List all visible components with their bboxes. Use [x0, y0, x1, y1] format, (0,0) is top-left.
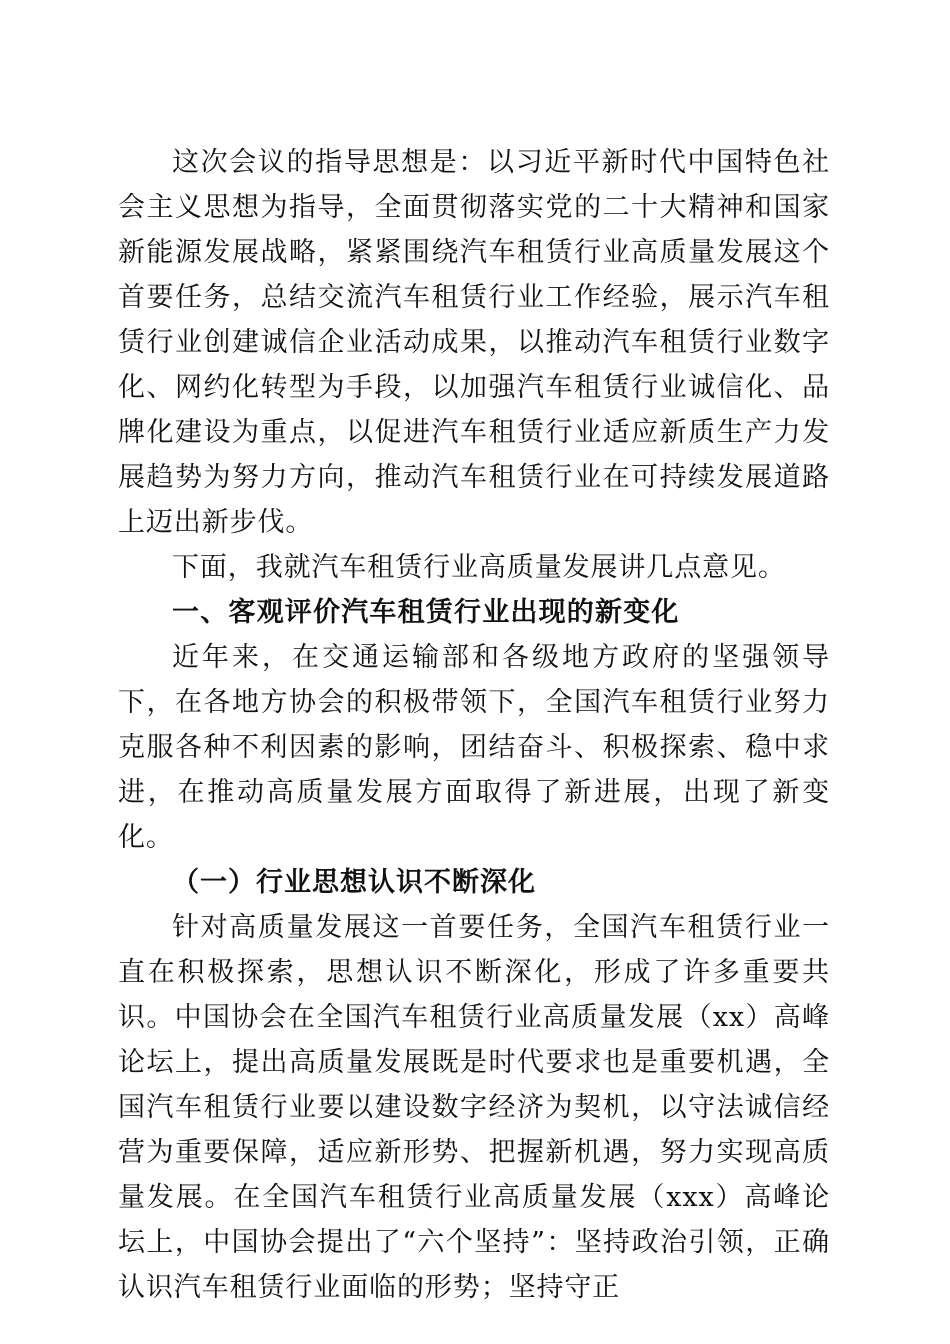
paragraph-industry-thinking: 针对高质量发展这一首要任务，全国汽车租赁行业一直在积极探索，思想认识不断深化，形成了许多重要共识。中国协会在全国汽车租赁行业高质量发展（xx）高峰论坛上，提出高质量发展既是时代要求也是重要机遇，全国汽车租赁行业要以建设数字经济为契机，以守法诚信经营为重要保障，适应新形势、把握新机遇，努力实现高质量发展。在全国汽车租赁行业高质量发展（xxx）高峰论坛上，中国协会提出了“六个坚持”：坚持政治引领，正确认识汽车租赁行业面临的形势；坚持守正: [118, 912, 830, 1303]
section-heading-1: 一、客观评价汽车租赁行业出现的新变化: [172, 597, 680, 628]
document-body: [118, 140, 830, 1310]
subsection-heading-1: （一）行业思想认识不断深化: [172, 867, 536, 898]
paragraph-guiding-thought: 这次会议的指导思想是：以习近平新时代中国特色社会主义思想为指导，全面贯彻落实党的二十大精神和国家新能源发展战略，紧紧围绕汽车租赁行业高质量发展这个首要任务，总结交流汽车租赁行业工作经验，展示汽车租赁行业创建诚信企业活动成果，以推动汽车租赁行业数字化、网约化转型为手段，以加强汽车租赁行业诚信化、品牌化建设为重点，以促进汽车租赁行业适应新质生产力发展趋势为努力方向，推动汽车租赁行业在可持续发展道路上迈出新步伐。: [118, 147, 830, 538]
paragraph-recent-progress: 近年来，在交通运输部和各级地方政府的坚强领导下，在各地方协会的积极带领下，全国汽车租赁行业努力克服各种不利因素的影响，团结奋斗、积极探索、稳中求进，在推动高质量发展方面取得了新进展，出现了新变化。: [118, 642, 830, 853]
paragraph-intro-opinions: 下面，我就汽车租赁行业高质量发展讲几点意见。: [172, 552, 786, 583]
